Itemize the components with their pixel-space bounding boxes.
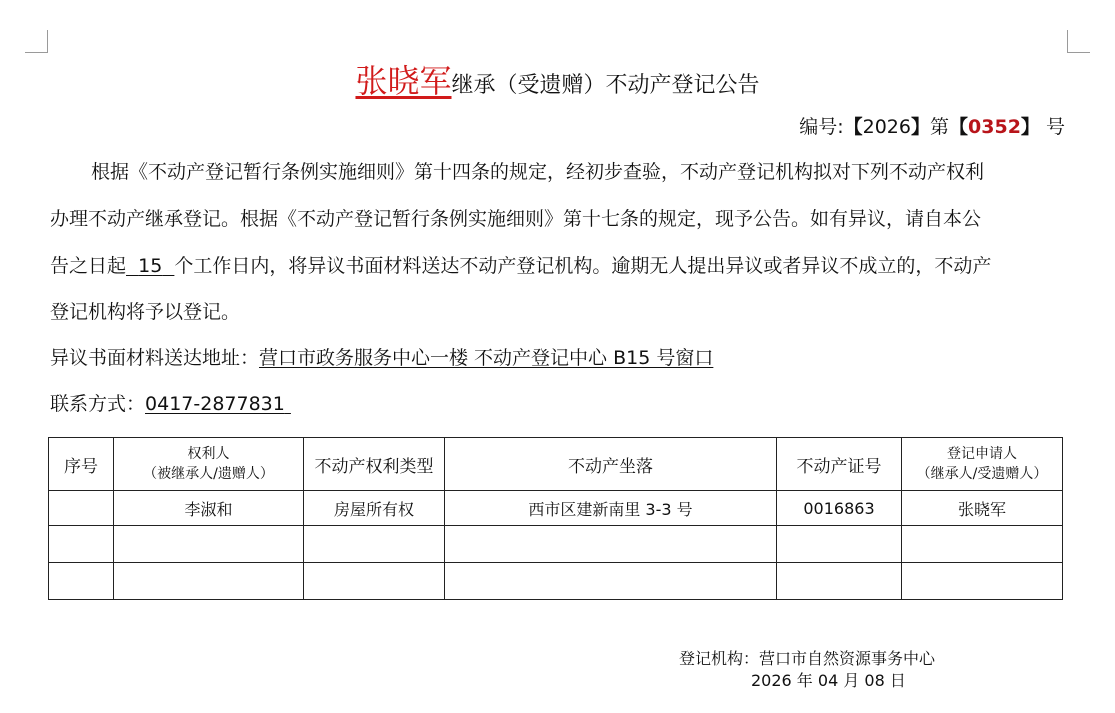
document-title — [0, 56, 1115, 102]
body-line-4: 登记机构将予以登记。 — [50, 301, 241, 323]
header-applicant-sub: （继承人/受遗赠人） — [916, 466, 1048, 482]
table-row — [49, 526, 1063, 563]
title-applicant-name: 张晓军 — [355, 62, 452, 100]
contact-label: 联系方式： — [50, 393, 146, 415]
header-owner-sub: （被继承人/遗赠人） — [143, 466, 274, 482]
cell-location: 西市区建新南里 3-3 号 — [445, 491, 777, 526]
bracket-close: 】 — [1020, 116, 1040, 138]
title-text: 继承（受遗赠）不动产登记公告 — [451, 73, 760, 98]
cell-applicant — [902, 563, 1063, 600]
cell-owner — [114, 563, 304, 600]
authority-name: 营口市自然资源事务中心 — [759, 649, 936, 668]
cell-location — [445, 563, 777, 600]
number-prefix: 编号: — [799, 116, 844, 138]
header-owner — [114, 438, 304, 491]
header-applicant — [902, 438, 1063, 491]
cell-cert: 0016863 — [777, 491, 902, 526]
page-corner-mark-top-right — [1067, 30, 1090, 53]
number-year: 2026 — [862, 116, 911, 138]
table-header-row — [49, 438, 1063, 491]
cell-cert — [777, 563, 902, 600]
body-line-3 — [50, 251, 1066, 278]
address-value: 营口市政务服务中心一楼 不动产登记中心 B15 号窗口 — [259, 347, 714, 369]
number-suffix: 号 — [1045, 116, 1065, 138]
objection-days — [126, 255, 174, 277]
body-line-1: 根据《不动产登记暂行条例实施细则》第十四条的规定，经初步查验，不动产登记机构拟对下列不动产权利 — [91, 161, 985, 183]
cell-right-type: 房屋所有权 — [304, 491, 445, 526]
authority-label: 登记机构： — [679, 649, 760, 668]
page-corner-mark-top-left — [25, 30, 48, 53]
address-label: 异议书面材料送达地址： — [50, 347, 260, 369]
number-serial: 0352 — [968, 116, 1021, 138]
bracket-open: 【 — [843, 116, 863, 138]
cell-seq — [49, 563, 114, 600]
registration-authority — [679, 646, 935, 669]
body-line-3-end: 个工作日内，将异议书面材料送达不动产登记机构。逾期无人提出异议或者异议不成立的，不动产 — [174, 255, 992, 277]
header-seq: 序号 — [49, 438, 114, 491]
header-location: 不动产坐落 — [445, 438, 777, 491]
bracket-close: 】 — [910, 116, 930, 138]
cell-seq — [49, 526, 114, 563]
cell-seq — [49, 491, 114, 526]
cell-owner: 李淑和 — [114, 491, 304, 526]
table-row — [49, 491, 1063, 526]
header-cert: 不动产证号 — [777, 438, 902, 491]
body-line-2: 办理不动产继承登记。根据《不动产登记暂行条例实施细则》第十七条的规定，现予公告。如有异议，请自本公 — [50, 208, 982, 230]
cell-right-type — [304, 526, 445, 563]
bracket-open: 【 — [949, 116, 969, 138]
notice-number — [799, 112, 1065, 139]
table-row — [49, 563, 1063, 600]
notice-date: 2026 年 04 月 08 日 — [751, 671, 906, 690]
address-line — [50, 343, 1066, 370]
header-owner-label: 权利人 — [187, 446, 230, 462]
contact-phone: 0417-2877831 — [145, 393, 285, 415]
cell-applicant — [902, 526, 1063, 563]
body-line-3-start: 告之日起 — [50, 255, 127, 277]
cell-cert — [777, 526, 902, 563]
contact-line — [50, 389, 1066, 416]
cell-right-type — [304, 563, 445, 600]
number-mid: 第 — [930, 116, 950, 138]
cell-location — [445, 526, 777, 563]
objection-days-value: 15 — [138, 255, 163, 277]
registration-table — [48, 437, 1063, 600]
cell-applicant: 张晓军 — [902, 491, 1063, 526]
header-applicant-label: 登记申请人 — [947, 446, 1017, 462]
header-right-type: 不动产权利类型 — [304, 438, 445, 491]
cell-owner — [114, 526, 304, 563]
contact-value — [145, 393, 291, 415]
